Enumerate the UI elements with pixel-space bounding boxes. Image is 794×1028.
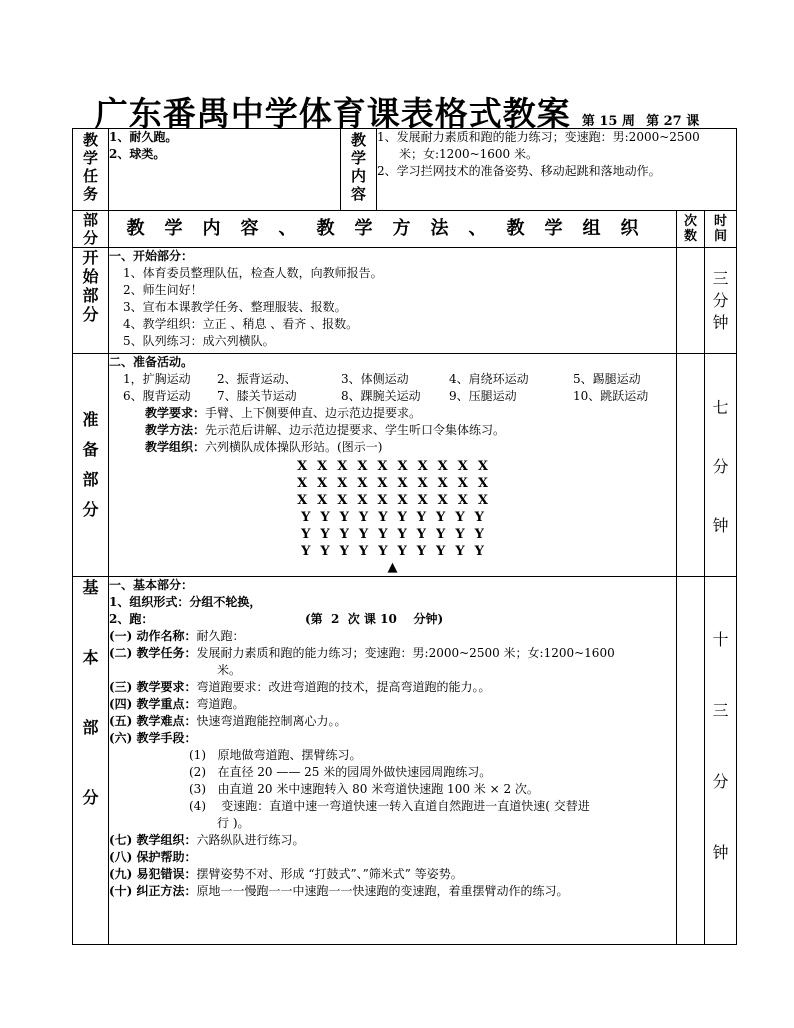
exercise-row-1: 1，扩胸运动 2、振背运动、 3、体侧运动 4、肩绕环运动 5、踢腿运动 [123, 372, 641, 386]
basic-section [73, 577, 737, 945]
formation-diagram: XXXXXXXXXX XXXXXXXXXX XXXXXXXXXX YYYYYYYYYY YYYYYYYYYY YYYYYYYYYY ▲ [109, 458, 676, 576]
prep-times [677, 354, 705, 577]
times-header: 次 数 [677, 211, 705, 248]
main-content-header: 教学内容、教学方法、教学组织 [109, 211, 677, 248]
content-cell: 1、发展耐力素质和跑的能力练习；变速跑：男:2000~2500 米；女:1200~1600 米。 2、学习拦网技术的准备姿势、移动起跳和落地动作。 [377, 129, 737, 211]
title-week: 第 15 周 [581, 114, 635, 129]
basic-label: 基 本 部 分 [73, 577, 109, 945]
task-cell: 1、耐久跑。 2、球类。 [109, 129, 341, 211]
column-header-row [73, 211, 737, 248]
start-times [677, 248, 705, 354]
header-row [73, 129, 737, 211]
start-content: 一、开始部分： 1、体育委员整理队伍，检查人数，向教师报告。 2、师生问好！ 3、宣布本课教学任务、整理服装、报数。 4、教学组织：立正 、稍息 、看齐 、报数。 5、队列练习：成六列横队。 [109, 248, 677, 354]
basic-times [677, 577, 705, 945]
prep-content: 二、准备活动。 1，扩胸运动 2、振背运动、 3、体侧运动 4、肩绕环运动 5、踢腿运动 6、腹背运动 7、膝关节运动 8、踝腕关运动 9、压腿运动 10、跳跃运动 教学要求：手臂、上下侧要伸直、边示范边提要求。 教学方法：先示范后讲解、边示范边提要求、学生听口令集体练习。 教学组织：六列横队成体操队形站。(图示一) XXXXXXXXXX XXXXXXXXXX XXXXXXXXXX YYYYYYYYYY YYYYYYYYYY YYYYYYYYYY ▲ [109, 354, 677, 577]
prep-duration: 七 分 钟 [705, 354, 737, 577]
teacher-marker: ▲ [387, 560, 398, 575]
start-section [73, 248, 737, 354]
basic-duration: 十 三 分 钟 [705, 577, 737, 945]
start-duration: 三 分 钟 [705, 248, 737, 354]
basic-content: 一、基本部分： 1、组织形式：分组不轮换， 2、跑： (第 2 次 课 10 分钟) (一) 动作名称：耐久跑： (二) 教学任务：发展耐力素质和跑的能力练习；变速跑：男:2000~2500 米；女:1200~1600 米。 (三) 教学要求：弯道跑要求：改进弯道跑的技术，提高弯道跑的能力。。 (四) 教学重点：弯道跑。 (五) 教学难点：快速弯道跑能控制离心力。。 (六) 教学手段： (1) 原地做弯道跑、摆臂练习。 (2) 在直径 20 —— 25 米的园周外做快速园周跑练习。 (3) 由直道 20 米中速跑转入 80 米弯道快速跑 100 米 × 2 次。 (4) 变速跑：直道中速一弯道快速一转入直道自然跑进一直道快速( 交替进 行 )。 (七) 教学组织：六路纵队进行练习。 (八) 保护帮助： (九) 易犯错误：摆臂姿势不对、形成 “打鼓式”、”筛米式” 等姿势。 (十) 纠正方法：原地一一慢跑一一中速跑一一快速跑的变速跑，着重摆臂动作的练习。 [109, 577, 677, 945]
title-main: 广东番禺中学体育课表格式教案 [94, 94, 571, 133]
part-header: 部 分 [73, 211, 109, 248]
title-lesson: 第 27 课 [646, 114, 700, 129]
exercise-row-2: 6、腹背运动 7、膝关节运动 8、踝腕关运动 9、压腿运动 10、跳跃运动 [123, 389, 649, 403]
content-label: 教 学 内 容 [341, 129, 377, 211]
start-label: 开 始 部 分 [73, 248, 109, 354]
prep-label: 准 备 部 分 [73, 354, 109, 577]
prep-section [73, 354, 737, 577]
task-label: 教 学 任 务 [73, 129, 109, 211]
lesson-plan-table [72, 128, 737, 945]
duration-header: 时 间 [705, 211, 737, 248]
